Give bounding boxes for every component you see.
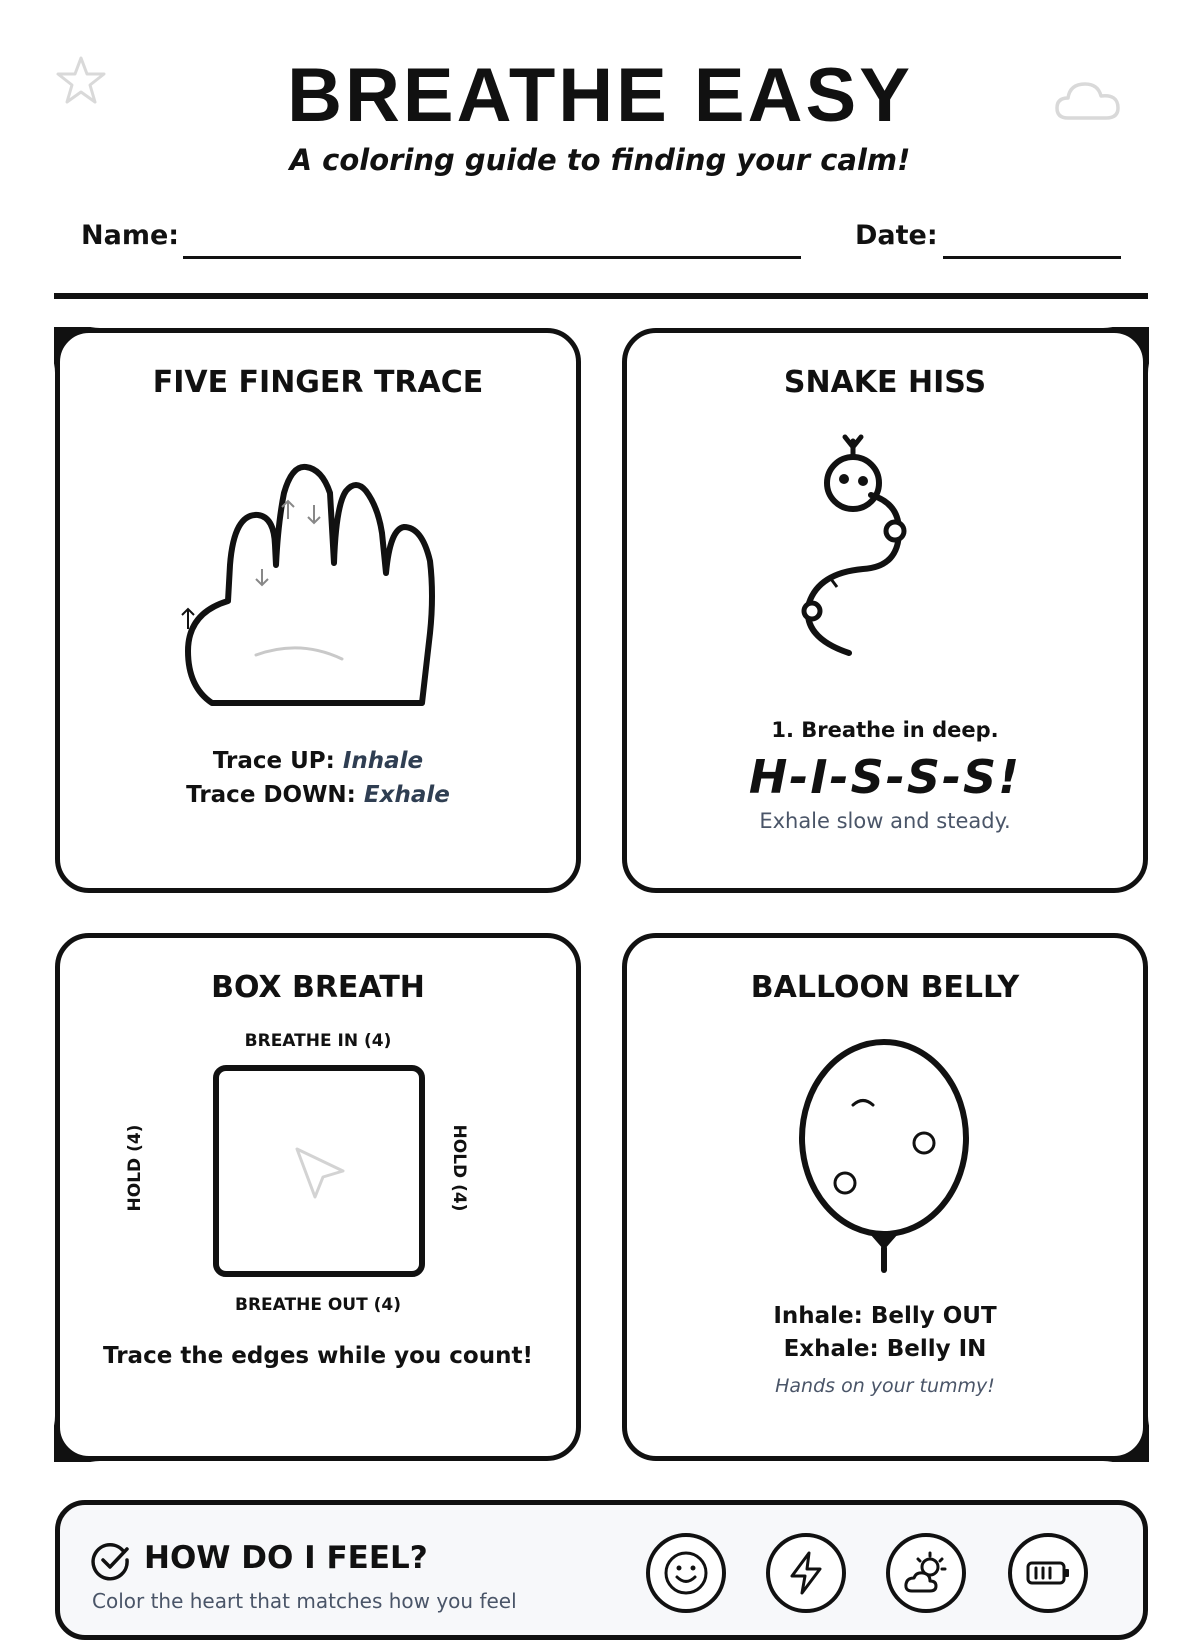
corner-decoration: [54, 1416, 100, 1462]
feelings-title: HOW DO I FEEL?: [144, 1540, 428, 1576]
cursor-arrow-icon: [293, 1145, 347, 1201]
box-left-label: HOLD (4): [125, 1124, 145, 1212]
feelings-panel: [55, 1500, 1148, 1640]
card-title: BALLOON BELLY: [750, 970, 1020, 1005]
balloon-belly-card: [622, 933, 1148, 1461]
mood-happy[interactable]: [646, 1533, 726, 1613]
balloon-icon: [797, 1038, 973, 1278]
five-finger-card: [55, 328, 581, 893]
mood-battery[interactable]: [1008, 1533, 1088, 1613]
happy-face-icon: [662, 1549, 710, 1597]
box-instruction: Trace the edges while you count!: [103, 1343, 533, 1369]
card-title: FIVE FINGER TRACE: [152, 365, 484, 400]
snake-note: Exhale slow and steady.: [759, 809, 1011, 833]
sun-cloud-icon: [902, 1549, 950, 1597]
card-title: BOX BREATH: [211, 970, 425, 1005]
lightning-icon: [782, 1549, 830, 1597]
corner-decoration: [1103, 1416, 1149, 1462]
snake-step: 1. Breathe in deep.: [771, 718, 999, 742]
balloon-tip: Hands on your tummy!: [775, 1375, 995, 1397]
date-label: Date:: [855, 220, 938, 251]
box-breath-card: [55, 933, 581, 1461]
box-bottom-label: BREATHE OUT (4): [235, 1295, 401, 1315]
hand-icon: [178, 453, 468, 713]
feelings-subtitle: Color the heart that matches how you feel: [92, 1589, 517, 1613]
snake-icon: [797, 431, 917, 661]
trace-down-line: Trace DOWN: Exhale: [186, 782, 450, 808]
box-top-label: BREATHE IN (4): [244, 1031, 392, 1051]
box-right-label: HOLD (4): [449, 1124, 469, 1212]
page-title: BREATHE EASY: [287, 53, 913, 138]
battery-icon: [1024, 1549, 1072, 1597]
name-field[interactable]: [183, 256, 801, 259]
hiss-text: H-I-S-S-S!: [748, 750, 1022, 804]
check-circle-icon: [90, 1539, 132, 1581]
snake-hiss-card: [622, 328, 1148, 893]
balloon-inhale: Inhale: Belly OUT: [773, 1303, 997, 1329]
card-title: SNAKE HISS: [783, 365, 987, 400]
trace-up-line: Trace UP: Inhale: [212, 748, 424, 774]
mood-partly-sunny[interactable]: [886, 1533, 966, 1613]
balloon-exhale: Exhale: Belly IN: [783, 1336, 987, 1362]
date-field[interactable]: [943, 256, 1121, 259]
header-divider: [54, 293, 1148, 299]
mood-energetic[interactable]: [766, 1533, 846, 1613]
page-subtitle: A coloring guide to finding your calm!: [289, 143, 911, 177]
name-label: Name:: [81, 220, 180, 251]
